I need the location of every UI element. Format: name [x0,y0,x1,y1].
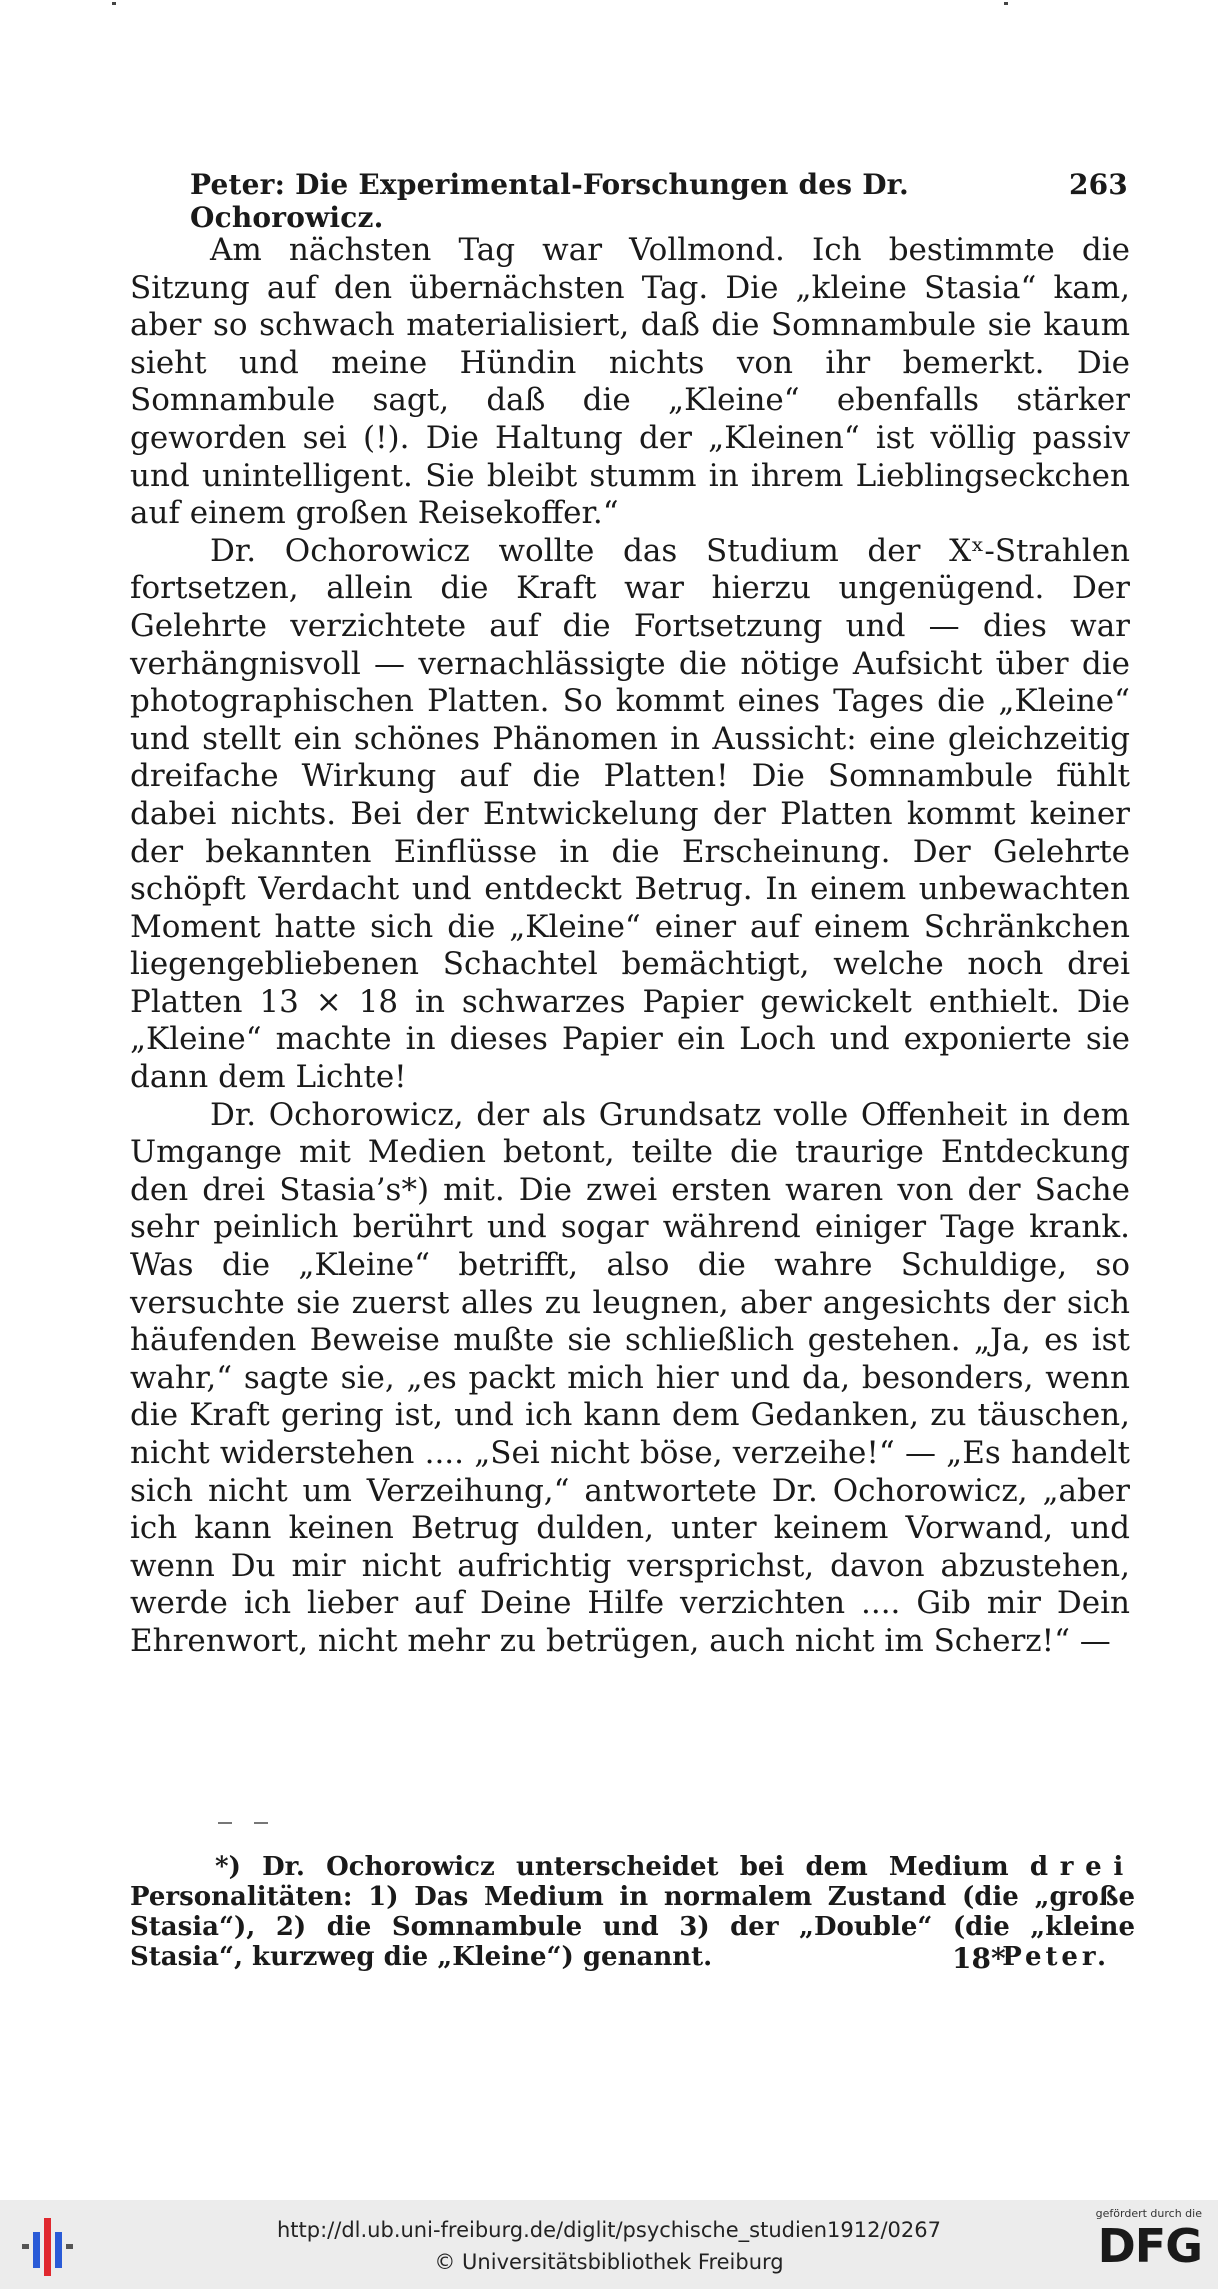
paragraph-3: Dr. Ochorowicz, der als Grundsatz volle Offenheit in dem Umgange mit Medien betont, teilte die traurige Entdeckung den drei Stasia’s*) mit. Die zwei ersten waren von der Sache sehr peinlich berührt und sogar während einiger Tage krank. Was die „Kleine“ betrifft, also die wahre Schuldige, so versuchte sie zuerst alles zu leugnen, aber angesichts der sich häufenden Beweise mußte sie schließlich gestehen. „Ja, es ist wahr,“ sagte sie, „es packt mich hier und da, besonders, wenn die Kraft gering ist, und ich kann dem Gedanken, zu täuschen, nicht widerstehen .... „Sei nicht böse, verzeihe!“ — „Es handelt sich nicht um Verzeihung,“ antwortete Dr. Ochorowicz, „aber ich kann keinen Betrug dulden, unter keinem Vorwand, und wenn Du mir nicht aufrichtig versprichst, davon abzustehen, werde ich lieber auf Deine Hilfe verzichten .... Gib mir Dein Ehrenwort, nicht mehr zu betrügen, auch nicht im Scherz!“ — [130,1096,1130,1659]
funder-caption: gefördert durch die [1095,2207,1202,2220]
footnote-author: Peter. [1002,1942,1110,1972]
footnote-rest: Personalitäten: 1) Das Medium in normalem Zustand (die „große Stasia“), 2) die Somnambule und 3) der „Double“ (die „kleine Stasia“, kurzweg die „Kleine“) genannt. [130,1882,1135,1972]
signature-mark: 18* [952,1942,1006,1975]
running-header [190,168,1128,234]
main-text [130,232,1130,1661]
scan-mark-right [1004,2,1008,5]
page-number: 263 [1068,168,1128,201]
scan-mark-left [112,2,116,5]
paragraph-2: Dr. Ochorowicz wollte das Studium der Xˣ-Strahlen fortsetzen, allein die Kraft war hierzu ungenügend. Der Gelehrte verzichtete auf die Fortsetzung und — dies war verhängnisvoll — vernachlässigte die nötige Aufsicht über die photographischen Platten. So kommt eines Tages die „Kleine“ und stellt ein schönes Phänomen in Aussicht: eine gleichzeitig dreifache Wirkung auf die Platten! Die Somnambule fühlt dabei nichts. Bei der Entwickelung der Platten kommt keiner der bekannten Einflüsse in die Erscheinung. Der Gelehrte schöpft Verdacht und entdeckt Betrug. In einem unbewachten Moment hatte sich die „Kleine“ einer auf einem Schränkchen liegengebliebenen Schachtel bemächtigt, welche noch drei Platten 13 × 18 in schwarzes Papier gewickelt enthielt. Die „Kleine“ machte in dieses Papier ein Loch und exponierte sie dann dem Lichte! [130,532,1130,1096]
funder-name: DFG [1097,2219,1202,2273]
footnote-separator [218,1822,288,1824]
paragraph-1: Am nächsten Tag war Vollmond. Ich bestimmte die Sitzung auf den übernächsten Tag. Die „kleine Stasia“ kam, aber so schwach materialisiert, daß die Somnambule sie kaum sieht und meine Hündin nichts von ihr bemerkt. Die Somnambule sagt, daß die „Kleine“ ebenfalls stärker geworden sei (!). Die Haltung der „Kleinen“ ist völlig passiv und unintelligent. Sie bleibt stumm in ihrem Lieblingseckchen auf einem großen Reisekoffer.“ [130,232,1130,532]
footnote-emphasis: drei [1029,1852,1135,1882]
permalink-url[interactable]: http://dl.ub.uni-freiburg.de/diglit/psychische_studien1912/0267 [277,2218,941,2242]
dfg-logo[interactable] [1076,2208,1202,2283]
footnote-start: *) Dr. Ochorowicz unterscheidet bei dem Medium [215,1852,1009,1882]
running-title: Peter: Die Experimental-Forschungen des Dr. Ochorowicz. [190,168,910,234]
copyright-notice: © Universitätsbibliothek Freiburg [434,2250,784,2274]
viewer-footer [0,2200,1218,2289]
